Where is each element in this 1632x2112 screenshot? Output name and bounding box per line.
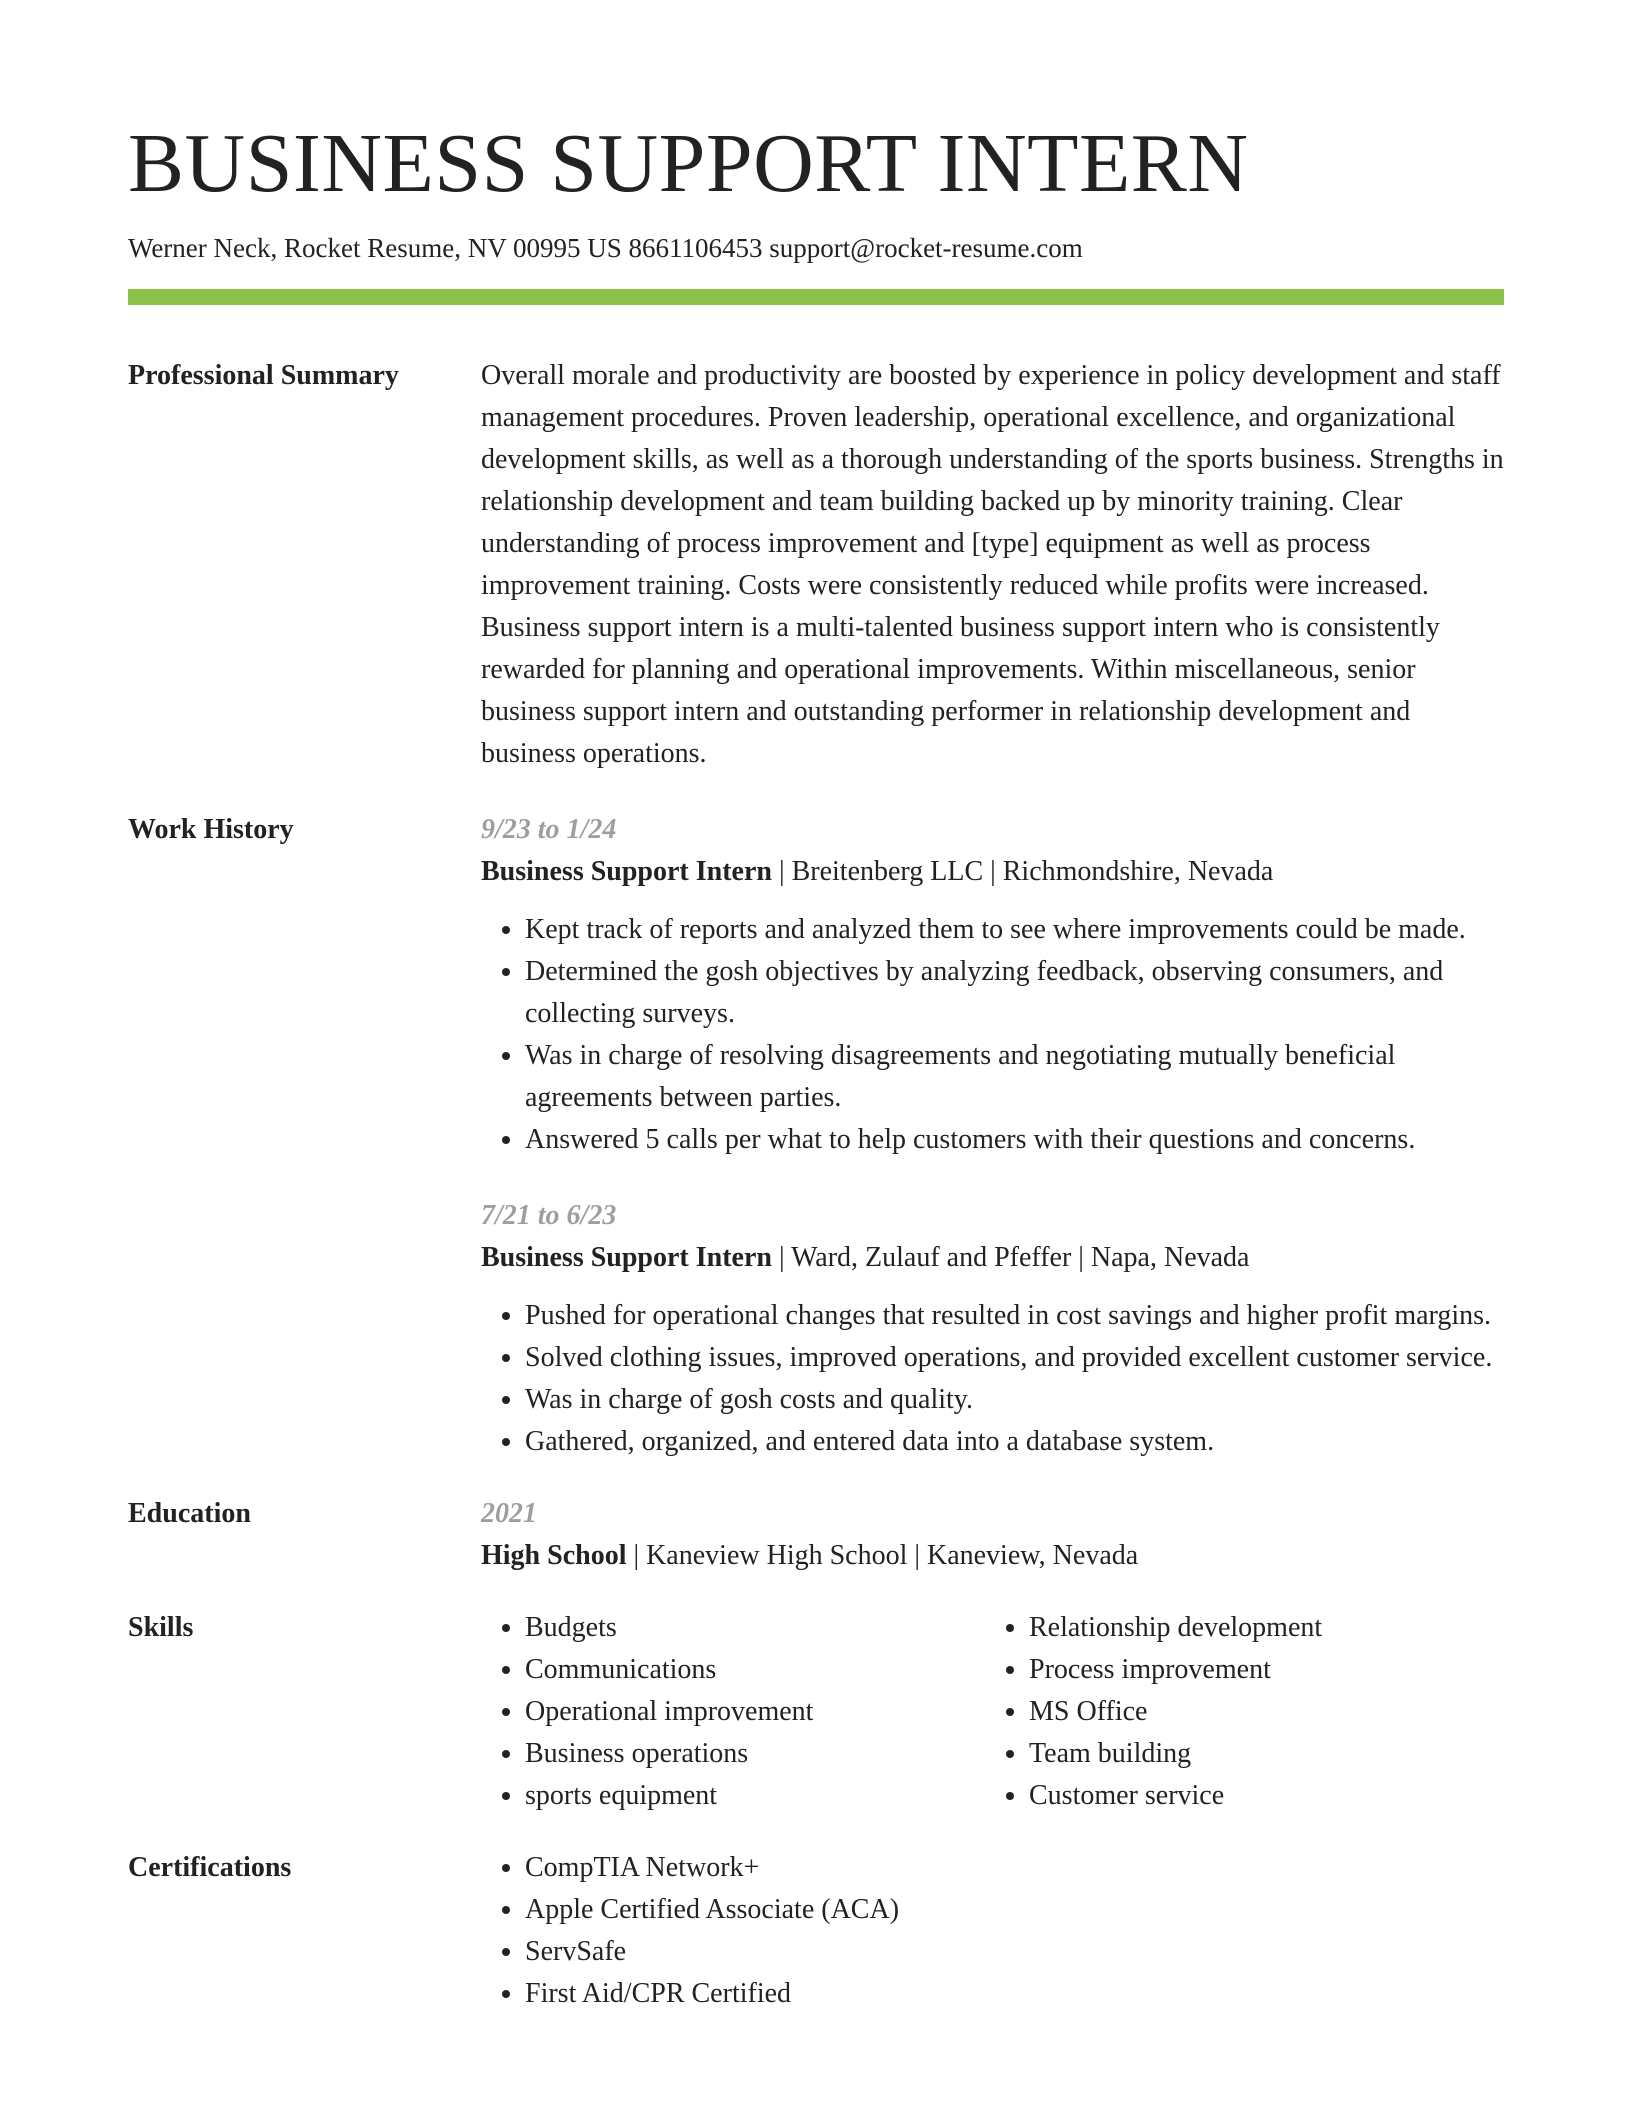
certification-item: • CompTIA Network+: [525, 1847, 1504, 1889]
education-entry: [481, 1535, 1504, 1577]
job-entry: [481, 1195, 1504, 1463]
skill-item: • sports equipment: [525, 1775, 985, 1817]
job-details: | Breitenberg LLC | Richmondshire, Nevada: [771, 855, 1274, 887]
skills-column-2: [985, 1607, 1489, 1817]
certification-item: • First Aid/CPR Certified: [525, 1973, 1504, 2015]
skills-body: [481, 1607, 1504, 1817]
job-bullet: • Gathered, organized, and entered data into a database system.: [525, 1421, 1504, 1463]
skill-item: • Communications: [525, 1649, 985, 1691]
skills-column-1: [481, 1607, 985, 1817]
certification-item: • Apple Certified Associate (ACA): [525, 1889, 1504, 1931]
work-history-section: [128, 809, 1504, 1463]
job-role: [481, 851, 1504, 893]
job-dates: 7/21 to 6/23: [481, 1199, 617, 1231]
job-role: [481, 1237, 1504, 1279]
education-degree: High School: [481, 1539, 627, 1571]
resume-title: BUSINESS SUPPORT INTERN: [128, 117, 1249, 210]
job-bullet: • Determined the gosh objectives by analyzing feedback, observing consumers, and collecting surveys.: [525, 951, 1504, 1035]
job-bullets: [481, 909, 1504, 1161]
education-year: 2021: [481, 1497, 537, 1529]
job-bullet: • Was in charge of gosh costs and quality.: [525, 1379, 1504, 1421]
job-entry: [481, 809, 1504, 1161]
job-bullets: [481, 1295, 1504, 1463]
job-bullet: • Was in charge of resolving disagreements and negotiating mutually beneficial agreements between parties.: [525, 1035, 1504, 1119]
job-bullet: • Answered 5 calls per what to help customers with their questions and concerns.: [525, 1119, 1504, 1161]
job-bullet: • Kept track of reports and analyzed them to see where improvements could be made.: [525, 909, 1504, 951]
summary-text: Overall morale and productivity are boosted by experience in policy development and staff management procedures. Proven leadership, operational excellence, and organizational development skills, as well as a thorough understanding of the sports business. Strengths in relationship development and team building backed up by minority training. Clear understanding of process improvement and [type] equipment as well as process improvement training. Costs were consistently reduced while profits were increased. Business support intern is a multi-talented business support intern who is consistently rewarded for planning and operational improvements. Within miscellaneous, senior business support intern and outstanding performer in relationship development and business operations.: [481, 359, 1504, 769]
skill-item: • Relationship development: [1029, 1607, 1489, 1649]
skill-item: • Customer service: [1029, 1775, 1489, 1817]
skills-section: [128, 1607, 1504, 1817]
certifications-label: Certifications: [128, 1851, 292, 1883]
certifications-list: [481, 1847, 1504, 2015]
skill-item: • Business operations: [525, 1733, 985, 1775]
job-title: Business Support Intern: [481, 855, 772, 887]
job-bullet: • Solved clothing issues, improved operations, and provided excellent customer service.: [525, 1337, 1504, 1379]
education-details: | Kaneview High School | Kaneview, Nevada: [626, 1539, 1139, 1571]
job-dates: 9/23 to 1/24: [481, 813, 617, 845]
work-history-body: [481, 809, 1504, 1463]
job-details: | Ward, Zulauf and Pfeffer | Napa, Nevada: [771, 1241, 1250, 1273]
summary-section: [128, 355, 1504, 775]
education-body: [481, 1493, 1504, 1577]
education-section: [128, 1493, 1504, 1577]
skill-item: • Team building: [1029, 1733, 1489, 1775]
job-title: Business Support Intern: [481, 1241, 772, 1273]
skill-item: • Budgets: [525, 1607, 985, 1649]
skill-item: • MS Office: [1029, 1691, 1489, 1733]
skills-label: Skills: [128, 1611, 194, 1643]
contact-line: Werner Neck, Rocket Resume, NV 00995 US 8661106453 support@rocket-resume.com: [128, 233, 1083, 264]
work-history-label: Work History: [128, 813, 294, 845]
job-bullet: • Pushed for operational changes that resulted in cost savings and higher profit margins.: [525, 1295, 1504, 1337]
education-label: Education: [128, 1497, 251, 1529]
header-divider: [128, 289, 1504, 305]
certification-item: • ServSafe: [525, 1931, 1504, 1973]
skill-item: • Operational improvement: [525, 1691, 985, 1733]
certifications-body: [481, 1847, 1504, 2015]
certifications-section: [128, 1847, 1504, 2015]
summary-label: Professional Summary: [128, 359, 399, 391]
skill-item: • Process improvement: [1029, 1649, 1489, 1691]
